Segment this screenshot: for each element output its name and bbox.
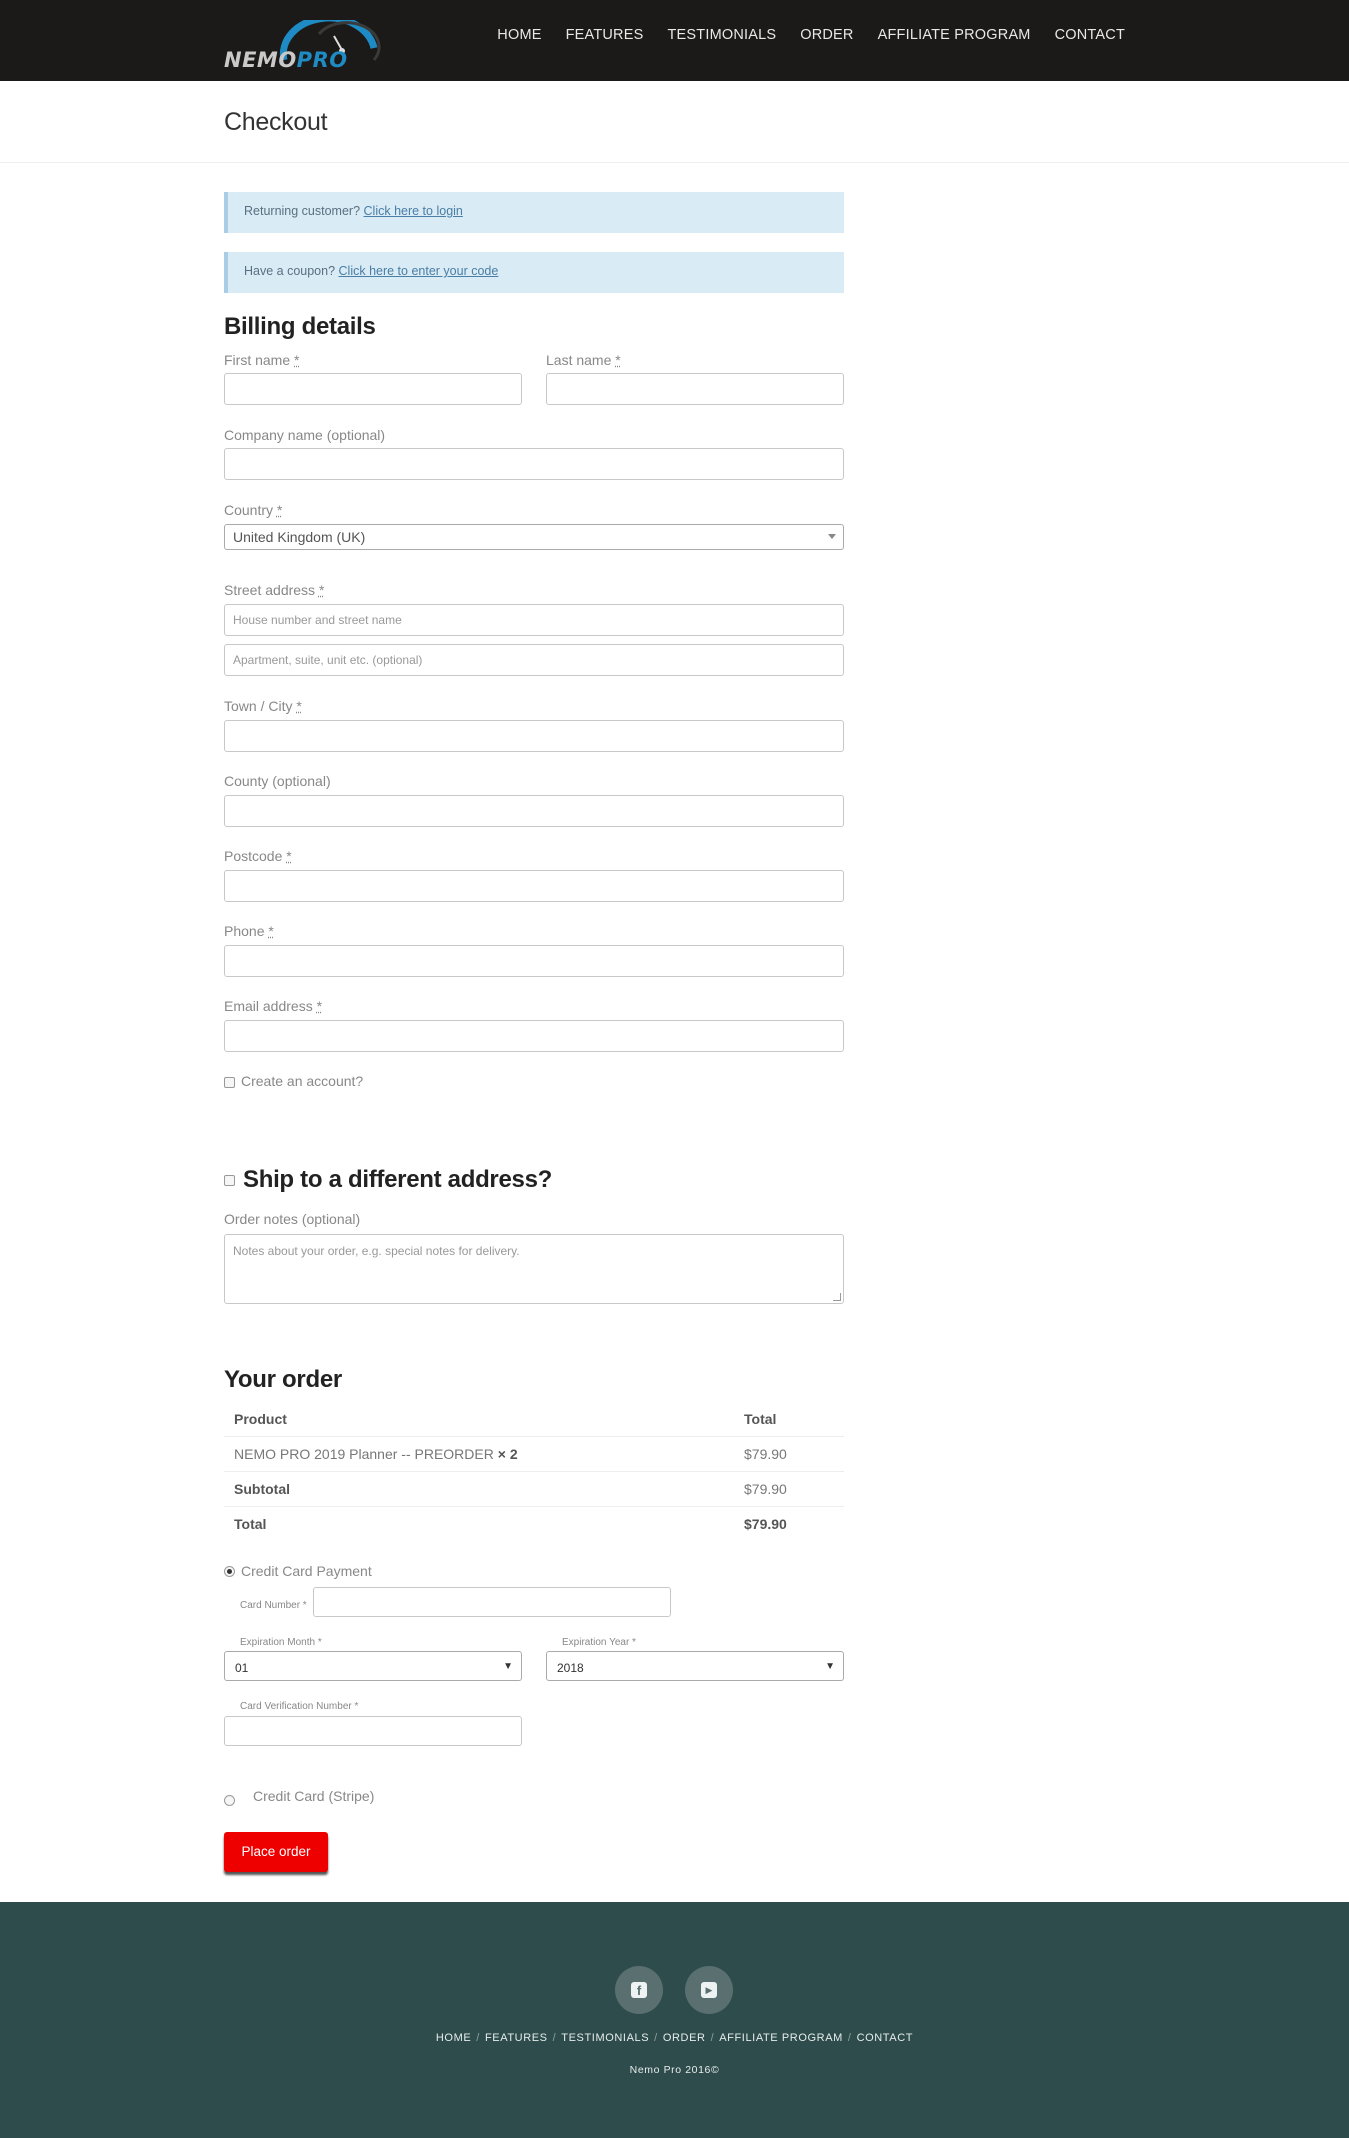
expiration-year-select[interactable] — [546, 1651, 844, 1681]
order-notes-label: Order notes (optional) — [224, 1211, 361, 1227]
stripe-payment-radio[interactable] — [224, 1795, 235, 1806]
footer-nav-order[interactable]: ORDER — [662, 2032, 706, 2044]
order-item-total: $79.90 — [744, 1446, 787, 1462]
stripe-payment-label: Credit Card (Stripe) — [253, 1788, 375, 1804]
total-value: $79.90 — [744, 1516, 787, 1532]
card-verification-label: Card Verification Number * — [240, 1701, 359, 1712]
footer-nav-affiliate-program[interactable]: AFFILIATE PROGRAM — [719, 2032, 843, 2044]
footer-nav-home[interactable]: HOME — [435, 2032, 472, 2044]
last-name-label — [546, 352, 621, 368]
phone-label-text: Phone — [224, 923, 269, 939]
site-logo[interactable] — [224, 20, 384, 72]
facebook-link[interactable] — [615, 1966, 663, 2014]
page-title-bar — [0, 81, 1349, 163]
footer-nav-separator: / — [654, 2032, 658, 2044]
nav-contact[interactable]: CONTACT — [1054, 27, 1125, 43]
email-label-text: Email address — [224, 998, 317, 1014]
required-mark: * — [268, 923, 274, 939]
footer-nav-contact[interactable]: CONTACT — [856, 2032, 914, 2044]
card-number-label: Card Number * — [240, 1600, 307, 1611]
footer-nav — [0, 2032, 1349, 2044]
footer-copyright: Nemo Pro 2016© — [629, 2064, 720, 2076]
product-column-header: Product — [234, 1411, 287, 1427]
order-item-cell — [234, 1446, 518, 1462]
postcode-label-text: Postcode — [224, 848, 287, 864]
site-header — [0, 0, 1349, 81]
expiration-year-value: 2018 — [557, 1661, 584, 1675]
footer-nav-separator: / — [476, 2032, 480, 2044]
ship-different-address-checkbox[interactable] — [224, 1175, 235, 1186]
logo-part-nemo: NEMO — [224, 48, 297, 72]
order-notes-textarea[interactable] — [224, 1234, 844, 1304]
order-item-name: NEMO PRO 2019 Planner -- PREORDER — [234, 1446, 494, 1462]
your-order-heading: Your order — [224, 1366, 342, 1393]
facebook-icon: f — [631, 1982, 647, 1998]
table-row — [224, 1437, 844, 1472]
resize-handle-icon[interactable] — [833, 1293, 841, 1301]
first-name-label-text: First name — [224, 352, 295, 368]
create-account-label: Create an account? — [241, 1073, 364, 1089]
county-label: County (optional) — [224, 773, 331, 789]
last-name-input[interactable] — [546, 373, 844, 405]
place-order-button[interactable]: Place order — [224, 1832, 328, 1872]
ship-different-address-heading: Ship to a different address? — [243, 1166, 552, 1193]
postcode-input[interactable] — [224, 870, 844, 902]
country-label-text: Country — [224, 502, 277, 518]
nav-affiliate-program[interactable]: AFFILIATE PROGRAM — [877, 27, 1031, 43]
required-mark: * — [294, 352, 300, 368]
footer-nav-testimonials[interactable]: TESTIMONIALS — [561, 2032, 650, 2044]
chevron-down-icon: ▼ — [825, 1661, 835, 1672]
street-address-label — [224, 582, 324, 598]
first-name-input[interactable] — [224, 373, 522, 405]
required-mark: * — [615, 352, 621, 368]
required-mark: * — [296, 698, 302, 714]
login-link[interactable]: Click here to login — [363, 204, 463, 218]
card-number-input[interactable] — [313, 1587, 671, 1617]
required-mark: * — [286, 848, 292, 864]
logo-text — [224, 48, 348, 72]
required-mark: * — [316, 998, 323, 1014]
country-select[interactable] — [224, 524, 844, 550]
expiration-month-label: Expiration Month * — [240, 1637, 322, 1648]
nav-features[interactable]: FEATURES — [565, 27, 644, 43]
chevron-down-icon — [828, 534, 836, 539]
returning-customer-text: Returning customer? — [244, 204, 364, 218]
youtube-icon: ▶ — [701, 1982, 717, 1998]
main-nav — [473, 27, 1125, 43]
subtotal-row — [224, 1472, 844, 1507]
footer-nav-separator: / — [710, 2032, 715, 2044]
total-label: Total — [234, 1516, 267, 1532]
subtotal-value: $79.90 — [744, 1481, 787, 1497]
expiration-month-select[interactable] — [224, 1651, 522, 1681]
coupon-link[interactable]: Click here to enter your code — [338, 264, 499, 278]
nav-order[interactable]: ORDER — [800, 27, 854, 43]
credit-card-payment-label: Credit Card Payment — [241, 1563, 372, 1579]
footer-nav-separator: / — [847, 2032, 852, 2044]
email-input[interactable] — [224, 1020, 844, 1052]
nav-home[interactable]: HOME — [497, 27, 542, 43]
returning-customer-notice — [224, 192, 844, 233]
street-line1-placeholder: House number and street name — [233, 613, 402, 627]
page-title: Checkout — [224, 108, 328, 136]
company-name-input[interactable] — [224, 448, 844, 480]
order-table-header — [224, 1402, 844, 1437]
credit-card-payment-radio[interactable] — [224, 1566, 235, 1577]
street-address-label-text: Street address — [224, 582, 319, 598]
youtube-link[interactable] — [685, 1966, 733, 2014]
last-name-label-text: Last name — [546, 352, 616, 368]
coupon-notice — [224, 252, 844, 293]
chevron-down-icon: ▼ — [503, 1661, 513, 1672]
card-verification-input[interactable] — [224, 1716, 522, 1746]
subtotal-label: Subtotal — [234, 1481, 290, 1497]
total-row — [224, 1507, 844, 1542]
town-city-input[interactable] — [224, 720, 844, 752]
phone-input[interactable] — [224, 945, 844, 977]
total-column-header: Total — [744, 1411, 777, 1427]
expiration-year-label: Expiration Year * — [562, 1637, 636, 1648]
coupon-text: Have a coupon? — [244, 264, 339, 278]
country-label — [224, 502, 282, 518]
billing-details-heading: Billing details — [224, 313, 376, 340]
required-mark: * — [276, 502, 283, 518]
country-select-value: United Kingdom (UK) — [233, 529, 366, 545]
county-input[interactable] — [224, 795, 844, 827]
logo-part-pro: PRO — [296, 48, 348, 72]
email-label — [224, 998, 322, 1014]
postcode-label — [224, 848, 292, 864]
street-line2-placeholder: Apartment, suite, unit etc. (optional) — [233, 653, 423, 667]
street-address-line1-input[interactable] — [224, 604, 844, 636]
company-name-label: Company name (optional) — [224, 427, 386, 443]
footer-nav-separator: / — [552, 2032, 557, 2044]
footer-nav-features[interactable]: FEATURES — [484, 2032, 548, 2044]
first-name-label — [224, 352, 299, 368]
town-city-label-text: Town / City — [224, 698, 297, 714]
site-footer — [0, 1902, 1349, 2138]
order-notes-placeholder: Notes about your order, e.g. special notes for delivery. — [233, 1244, 520, 1258]
create-account-checkbox[interactable] — [224, 1077, 235, 1088]
phone-label — [224, 923, 274, 939]
town-city-label — [224, 698, 302, 714]
order-item-qty: × 2 — [497, 1446, 518, 1462]
street-address-line2-input[interactable] — [224, 644, 844, 676]
nav-testimonials[interactable]: TESTIMONIALS — [667, 27, 777, 43]
required-mark: * — [318, 582, 325, 598]
expiration-month-value: 01 — [235, 1661, 249, 1675]
